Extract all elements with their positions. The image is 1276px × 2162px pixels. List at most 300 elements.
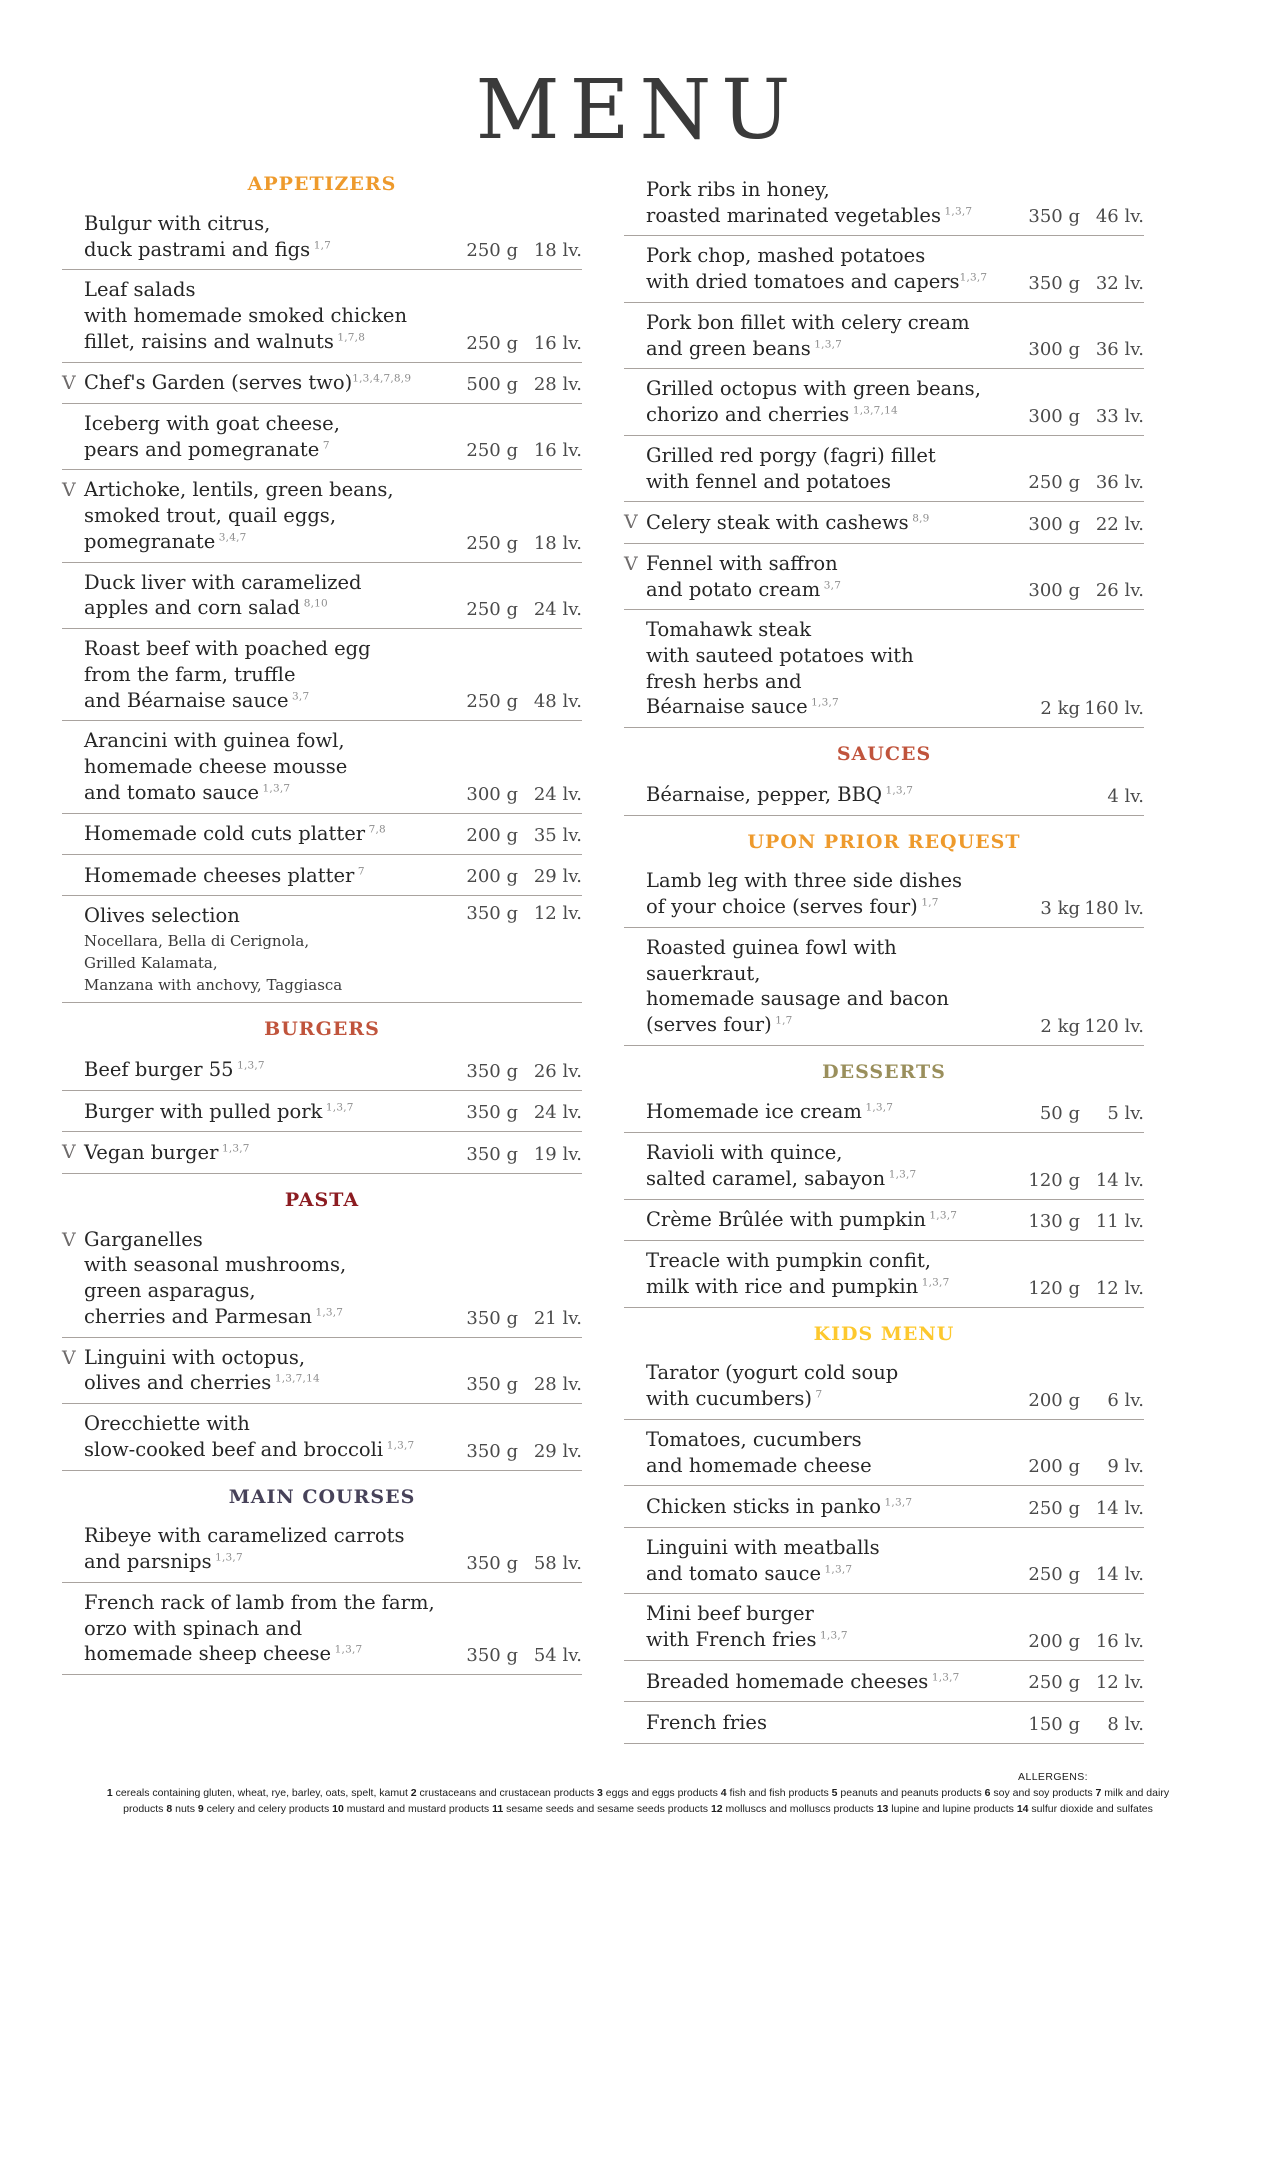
page-title: MENU — [475, 63, 801, 158]
section-heading-main-courses: MAIN COURSES — [228, 1485, 416, 1508]
menu-item-name — [646, 1601, 1006, 1652]
section-heading-upon-prior-request: UPON PRIOR REQUEST — [747, 830, 1021, 853]
menu-item-line: fresh herbs and — [646, 669, 802, 693]
menu-item-price: 36 lv. — [1095, 472, 1144, 494]
menu-item-line: Bulgur with citrus, — [84, 211, 271, 235]
menu-item-weight: 50 g — [1039, 1103, 1080, 1125]
menu-item-line: Chicken sticks in panko — [646, 1495, 881, 1519]
menu-item-line: Homemade cold cuts platter — [84, 822, 366, 846]
menu-item-price: 5 lv. — [1107, 1103, 1144, 1125]
menu-item-weight: 250 g — [1028, 1564, 1080, 1586]
allergen-ref: 1,3,7 — [807, 696, 839, 709]
menu-item-line: with cucumbers) — [646, 1387, 812, 1411]
menu-item-price: 21 lv. — [533, 1307, 582, 1329]
section-heading-sauces: SAUCES — [836, 743, 932, 766]
menu-item-name — [84, 1345, 444, 1396]
menu-item-line: milk with rice and pumpkin — [646, 1274, 919, 1298]
menu-item-line: Orecchiette with — [84, 1412, 250, 1436]
menu-item — [624, 610, 1144, 728]
allergen-text: fish and fish products — [726, 1787, 832, 1800]
menu-columns — [0, 170, 1276, 1744]
menu-item-weight: 350 g — [1028, 206, 1080, 228]
allergen-ref: 1,3,7 — [211, 1551, 243, 1564]
menu-item — [624, 1702, 1144, 1743]
menu-item-weight: 200 g — [1028, 1389, 1080, 1411]
menu-item-weight: 250 g — [466, 440, 518, 462]
allergen-ref: 1,3,7 — [821, 1563, 853, 1576]
menu-item-line: green asparagus, — [84, 1279, 256, 1303]
menu-item-weight: 300 g — [1028, 580, 1080, 602]
menu-item-name — [646, 243, 1006, 294]
allergen-ref: 1,3,7,14 — [849, 404, 898, 417]
menu-item-weight: 350 g — [466, 1143, 518, 1165]
menu-item-line: fillet, raisins and walnuts — [84, 329, 334, 353]
menu-item — [624, 861, 1144, 927]
vegetarian-marker-icon: V — [624, 552, 638, 575]
allergen-number: 8 — [166, 1803, 173, 1816]
menu-item-price: 8 lv. — [1107, 1713, 1144, 1735]
allergen-ref: 1,3,7 — [816, 1629, 848, 1642]
menu-item-line: Pork chop, mashed potatoes — [646, 244, 926, 268]
menu-item-line: Olives selection — [84, 904, 240, 928]
menu-item-price: 28 lv. — [533, 1374, 582, 1396]
allergen-ref: 7 — [811, 1388, 823, 1401]
menu-item-line: French rack of lamb from the farm, — [84, 1590, 435, 1614]
menu-item-line: Iceberg with goat cheese, — [84, 412, 340, 436]
menu-item-weight: 200 g — [466, 866, 518, 888]
menu-item-price: 11 lv. — [1095, 1211, 1144, 1233]
menu-item-price: 14 lv. — [1095, 1169, 1144, 1191]
allergen-ref: 1,3,7 — [233, 1059, 265, 1072]
menu-item-line: Homemade ice cream — [646, 1100, 862, 1124]
menu-item-name — [646, 177, 1006, 228]
menu-item-weight: 350 g — [466, 903, 518, 925]
allergen-text: celery and celery products — [203, 1803, 333, 1816]
allergen-ref: 1,3,7 — [928, 1671, 960, 1684]
menu-item-price: 14 lv. — [1095, 1497, 1144, 1519]
menu-item-line: chorizo and cherries — [646, 403, 850, 427]
menu-item-line: orzo with spinach and — [84, 1616, 303, 1640]
allergen-number: 1 — [106, 1787, 113, 1800]
menu-item-price: 12 lv. — [1095, 1277, 1144, 1299]
menu-item-line: Leaf salads — [84, 278, 196, 302]
menu-item-line: with fennel and potatoes — [646, 469, 892, 493]
allergens-list — [70, 1786, 1206, 1818]
menu-item — [62, 629, 582, 721]
menu-item — [624, 1594, 1144, 1660]
menu-item-name — [646, 1494, 1006, 1520]
menu-item-line: and tomato sauce — [84, 780, 259, 804]
menu-item-line: Crème Brûlée with pumpkin — [646, 1208, 926, 1232]
menu-item-line: Lamb leg with three side dishes — [646, 869, 963, 893]
menu-item — [62, 1404, 582, 1470]
allergen-ref: 1,3,7 — [311, 1306, 344, 1319]
menu-item-line: with dried tomatoes and capers — [646, 270, 960, 294]
menu-item-weight: 2 kg — [1040, 698, 1080, 720]
menu-item-price: 48 lv. — [533, 691, 582, 713]
menu-item-line: Vegan burger — [84, 1141, 219, 1164]
allergen-text: sulfur dioxide and sulfates — [1028, 1803, 1153, 1816]
allergen-text: peanuts and peanuts products — [837, 1787, 985, 1800]
menu-item-line: Roasted guinea fowl with sauerkraut, — [646, 935, 897, 985]
menu-item-name — [84, 370, 444, 396]
menu-item — [62, 204, 582, 270]
allergen-text: cereals containing gluten, wheat, rye, barley, oats, spelt, kamut — [112, 1787, 411, 1800]
menu-item — [624, 544, 1144, 610]
menu-item — [62, 855, 582, 896]
menu-item-name — [84, 277, 444, 354]
menu-item-price: 12 lv. — [1095, 1672, 1144, 1694]
menu-item-price: 32 lv. — [1095, 272, 1144, 294]
allergen-ref: 8,9 — [908, 512, 930, 525]
menu-item-price: 6 lv. — [1107, 1389, 1144, 1411]
menu-item-price: 24 lv. — [533, 599, 582, 621]
menu-item-line: Treacle with pumpkin confit, — [646, 1249, 931, 1273]
allergen-ref: 1,3,7 — [383, 1439, 415, 1452]
menu-item-price: 29 lv. — [533, 1440, 582, 1462]
menu-item-price: 26 lv. — [533, 1060, 582, 1082]
menu-item — [624, 1241, 1144, 1307]
menu-item-weight: 2 kg — [1040, 1015, 1080, 1037]
allergen-ref: 1,7 — [310, 239, 332, 252]
allergen-ref: 1,3,7,14 — [271, 1372, 320, 1385]
allergen-number: 11 — [492, 1803, 504, 1816]
vegetarian-marker-icon: V — [62, 1346, 76, 1369]
menu-item-name — [84, 1140, 444, 1166]
section-heading-desserts: DESSERTS — [822, 1060, 946, 1083]
menu-item-weight: 350 g — [466, 1102, 518, 1124]
menu-item-name — [84, 1523, 444, 1574]
allergen-ref: 1,3,7 — [331, 1643, 363, 1656]
menu-item-price: 4 lv. — [1107, 785, 1144, 807]
menu-item-weight: 350 g — [466, 1374, 518, 1396]
menu-item-name — [646, 1535, 1006, 1586]
section-heading-appetizers: APPETIZERS — [247, 173, 397, 195]
allergen-number: 6 — [984, 1787, 991, 1800]
allergen-text: soy and soy products — [990, 1787, 1096, 1800]
vegetarian-marker-icon: V — [624, 511, 638, 534]
menu-item-price: 9 lv. — [1107, 1456, 1144, 1478]
menu-item-price: 160 lv. — [1084, 698, 1144, 720]
menu-item-line: Ribeye with caramelized carrots — [84, 1524, 405, 1548]
allergen-ref: 1,3,7 — [322, 1101, 354, 1114]
menu-item-weight: 200 g — [1028, 1630, 1080, 1652]
menu-item-line: slow-cooked beef and broccoli — [84, 1437, 384, 1461]
allergens-title: ALLERGENS: — [1018, 1770, 1088, 1783]
menu-item-line: and potato cream — [646, 577, 821, 601]
allergen-ref: 1,3,7 — [885, 1168, 917, 1181]
menu-item-line: homemade cheese mousse — [84, 755, 348, 779]
menu-item — [62, 1132, 582, 1173]
allergen-text: sesame seeds and sesame seeds products — [503, 1803, 711, 1816]
menu-item-line: with seasonal mushrooms, — [84, 1253, 347, 1277]
menu-item — [62, 721, 582, 813]
menu-item-weight: 350 g — [466, 1307, 518, 1329]
menu-item-line: pears and pomegranate — [84, 437, 320, 461]
menu-item-price: 180 lv. — [1084, 897, 1144, 919]
menu-item-price: 14 lv. — [1095, 1564, 1144, 1586]
menu-item-weight: 250 g — [466, 599, 518, 621]
menu-item — [624, 502, 1144, 543]
menu-item-name — [84, 903, 444, 995]
menu-item-line: Linguini with meatballs — [646, 1535, 880, 1559]
menu-item-price: 26 lv. — [1095, 580, 1144, 602]
menu-item-subline: Grilled Kalamata, — [84, 954, 218, 973]
allergen-ref: 1,3,7 — [810, 338, 842, 351]
menu-item-price: 16 lv. — [533, 440, 582, 462]
menu-item-line: (serves four) — [646, 1013, 772, 1037]
menu-item-weight: 250 g — [466, 332, 518, 354]
allergen-ref: 1,3,7 — [861, 1101, 894, 1114]
menu-item — [624, 1133, 1144, 1199]
menu-item — [62, 270, 582, 362]
menu-item — [624, 774, 1144, 815]
menu-item-weight: 250 g — [1028, 1497, 1080, 1519]
menu-item-name — [646, 1140, 1006, 1191]
menu-item-weight: 300 g — [1028, 339, 1080, 361]
menu-item-weight: 300 g — [466, 783, 518, 805]
menu-item-line: Mini beef burger — [646, 1602, 814, 1626]
menu-item-price: 16 lv. — [1095, 1630, 1144, 1652]
allergen-ref: 7,8 — [365, 823, 386, 836]
menu-item-line: Artichoke, lentils, green beans, — [84, 478, 394, 502]
menu-item-weight: 3 kg — [1040, 897, 1080, 919]
menu-item — [624, 236, 1144, 302]
menu-item-line: homemade sausage and bacon — [646, 987, 949, 1011]
vegetarian-marker-icon: V — [62, 1228, 76, 1251]
menu-item-price: 22 lv. — [1095, 513, 1144, 535]
menu-item-price: 120 lv. — [1084, 1015, 1144, 1037]
menu-item-line: Fennel with saffron — [646, 551, 838, 575]
menu-item-price: 36 lv. — [1095, 339, 1144, 361]
menu-item-name — [646, 617, 1006, 720]
menu-item-line: Béarnaise, pepper, BBQ — [646, 782, 882, 806]
section-heading-pasta: PASTA — [284, 1188, 360, 1211]
menu-item — [624, 170, 1144, 236]
menu-item-line: Duck liver with caramelized — [84, 570, 362, 594]
menu-item — [62, 363, 582, 404]
menu-item-price: 58 lv. — [533, 1552, 582, 1574]
menu-item-name — [646, 510, 1006, 536]
menu-item-subline: Nocellara, Bella di Cerignola, — [84, 932, 310, 951]
menu-item-price: 19 lv. — [533, 1143, 582, 1165]
menu-item-line: and parsnips — [84, 1550, 212, 1574]
menu-item-price: 24 lv. — [533, 1102, 582, 1124]
menu-item-line: Béarnaise sauce — [646, 695, 808, 719]
menu-item-line: Tomatoes, cucumbers — [646, 1427, 862, 1451]
allergen-text: mustard and mustard products — [343, 1803, 493, 1816]
allergen-number: 10 — [332, 1803, 344, 1816]
menu-item-weight — [1006, 807, 1080, 808]
menu-item-name — [646, 782, 1006, 808]
allergen-number: 5 — [831, 1787, 838, 1800]
menu-item — [62, 896, 582, 1003]
menu-item-name — [646, 1360, 1006, 1411]
section-heading-kids-menu: KIDS MENU — [813, 1322, 955, 1345]
right-column — [624, 170, 1144, 1744]
allergen-ref: 1,7 — [771, 1014, 793, 1027]
menu-item-name — [646, 310, 1006, 361]
menu-item-weight: 250 g — [466, 532, 518, 554]
menu-item-weight: 350 g — [1028, 272, 1080, 294]
allergen-ref: 1,3,7 — [218, 1142, 250, 1155]
menu-item — [624, 1092, 1144, 1133]
vegetarian-marker-icon: V — [62, 479, 76, 502]
menu-item-line: homemade sheep cheese — [84, 1642, 332, 1666]
menu-item — [624, 1528, 1144, 1594]
menu-item-price: 35 lv. — [533, 825, 582, 847]
menu-item-price: 18 lv. — [533, 240, 582, 262]
menu-item-name — [84, 477, 444, 554]
menu-item-line: pomegranate — [84, 529, 216, 553]
menu-item-name — [84, 1227, 444, 1330]
menu-item-line: salted caramel, sabayon — [646, 1166, 886, 1190]
allergen-number: 3 — [597, 1787, 603, 1800]
allergen-ref: 1,3,7 — [959, 271, 988, 284]
menu-item-line: Celery steak with cashews — [646, 511, 909, 535]
menu-item — [624, 1661, 1144, 1702]
menu-item-line: Chef's Garden (serves two) — [84, 371, 353, 395]
allergen-ref: 8,10 — [300, 597, 328, 610]
allergen-ref: 3,7 — [288, 690, 310, 703]
allergen-ref: 1,3,7 — [918, 1276, 950, 1289]
menu-item-line: Ravioli with quince, — [646, 1141, 843, 1165]
allergen-number: 12 — [710, 1803, 723, 1816]
menu-item — [62, 563, 582, 629]
menu-item-line: and tomato sauce — [646, 1561, 821, 1585]
menu-item — [624, 436, 1144, 502]
menu-item-subline: Manzana with anchovy, Taggiasca — [84, 976, 343, 995]
menu-item-line: with homemade smoked chicken — [84, 304, 408, 328]
left-column — [62, 170, 582, 1675]
allergen-ref: 1,7 — [917, 896, 939, 909]
menu-item-line: Pork ribs in honey, — [646, 178, 830, 201]
menu-item-line: Arancini with guinea fowl, — [84, 729, 345, 753]
menu-item-line: Homemade cheeses platter — [84, 863, 355, 887]
menu-item-line: and homemade cheese — [646, 1453, 872, 1477]
allergen-text: milk and dairy products — [123, 1787, 1170, 1816]
menu-item — [62, 814, 582, 855]
menu-item-price: 24 lv. — [533, 783, 582, 805]
menu-item-name — [646, 376, 1006, 427]
menu-item-line: Grilled red porgy (fagri) fillet — [646, 443, 936, 467]
menu-item-name — [646, 935, 1006, 1038]
menu-item-name — [84, 570, 444, 621]
menu-item-line: apples and corn salad — [84, 596, 301, 620]
menu-item-line: Garganelles — [84, 1227, 203, 1251]
menu-item-line: roasted marinated vegetables — [646, 203, 941, 227]
menu-item-price: 46 lv. — [1095, 206, 1144, 228]
allergen-number: 2 — [410, 1787, 417, 1800]
menu-item-line: Grilled octopus with green beans, — [646, 377, 981, 401]
menu-item-weight: 500 g — [466, 374, 518, 396]
menu-item-price: 12 lv. — [533, 903, 582, 925]
allergen-ref: 1,3,4,7,8,9 — [352, 372, 412, 385]
allergen-number: 13 — [876, 1803, 889, 1816]
menu-item-line: and green beans — [646, 336, 811, 360]
allergen-ref: 7 — [354, 865, 365, 878]
menu-item-line: smoked trout, quail eggs, — [84, 504, 337, 528]
menu-item — [624, 1200, 1144, 1241]
allergen-ref: 3,7 — [820, 579, 842, 592]
menu-item-name — [646, 1248, 1006, 1299]
menu-item-line: Roast beef with poached egg — [84, 637, 371, 661]
menu-item-weight: 150 g — [1028, 1713, 1080, 1735]
menu-item-line: cherries and Parmesan — [84, 1304, 312, 1328]
menu-item-line: Tomahawk steak — [646, 618, 812, 642]
allergen-ref: 7 — [319, 439, 330, 452]
menu-item-name — [84, 863, 444, 889]
allergen-text: eggs and eggs products — [602, 1787, 721, 1800]
menu-item-name — [84, 1057, 444, 1083]
menu-item-price: 54 lv. — [533, 1645, 582, 1667]
menu-item-weight: 250 g — [1028, 1672, 1080, 1694]
allergen-ref: 1,3,7 — [925, 1209, 958, 1222]
menu-item-weight: 350 g — [466, 1440, 518, 1462]
menu-item-line: Burger with pulled pork — [84, 1099, 323, 1123]
menu-item — [62, 404, 582, 470]
menu-item — [624, 928, 1144, 1046]
allergen-number: 9 — [197, 1803, 204, 1816]
allergen-ref: 1,7,8 — [333, 331, 366, 344]
menu-item-price: 29 lv. — [533, 866, 582, 888]
allergen-ref: 1,3,7 — [940, 205, 973, 218]
menu-item-name — [646, 1710, 1006, 1736]
menu-item-name — [646, 1669, 1006, 1695]
allergen-ref: 1,3,7 — [881, 1496, 913, 1509]
menu-item — [624, 369, 1144, 435]
menu-item-line: duck pastrami and figs — [84, 237, 311, 261]
menu-item-name — [646, 1099, 1006, 1125]
menu-item-weight: 200 g — [466, 825, 518, 847]
menu-item-price: 16 lv. — [533, 332, 582, 354]
menu-item — [624, 1353, 1144, 1419]
menu-item-line: from the farm, truffle — [84, 662, 296, 686]
allergen-ref: 1,3,7 — [881, 784, 914, 797]
allergen-text: crustaceans and crustacean products — [416, 1787, 597, 1800]
menu-item-weight: 250 g — [466, 691, 518, 713]
menu-item — [624, 303, 1144, 369]
menu-item-weight: 120 g — [1028, 1277, 1080, 1299]
allergen-number: 7 — [1095, 1787, 1102, 1800]
menu-item-name — [84, 636, 444, 713]
menu-item-price: 33 lv. — [1095, 405, 1144, 427]
allergen-ref: 1,3,7 — [259, 782, 291, 795]
menu-item — [62, 1220, 582, 1338]
menu-item-line: Breaded homemade cheeses — [646, 1669, 929, 1693]
menu-item-weight: 300 g — [1028, 405, 1080, 427]
allergen-number: 4 — [720, 1787, 727, 1800]
menu-item — [62, 1516, 582, 1582]
menu-item-name — [646, 1427, 1006, 1478]
menu-item-weight: 350 g — [466, 1552, 518, 1574]
menu-item-weight: 300 g — [1028, 513, 1080, 535]
menu-item-line: Beef burger 55 — [84, 1058, 234, 1082]
menu-item-name — [646, 868, 1006, 919]
menu-item-weight: 350 g — [466, 1645, 518, 1667]
menu-item — [62, 1091, 582, 1132]
menu-item-line: Tarator (yogurt cold soup — [646, 1361, 899, 1385]
menu-item-weight: 250 g — [1028, 472, 1080, 494]
menu-item-name — [84, 728, 444, 805]
menu-item-name — [646, 1207, 1006, 1233]
menu-item — [62, 1338, 582, 1404]
menu-item-name — [84, 1590, 444, 1667]
menu-item — [62, 470, 582, 562]
vegetarian-marker-icon: V — [62, 1141, 76, 1164]
menu-item-weight: 250 g — [466, 240, 518, 262]
menu-item-weight: 200 g — [1028, 1456, 1080, 1478]
